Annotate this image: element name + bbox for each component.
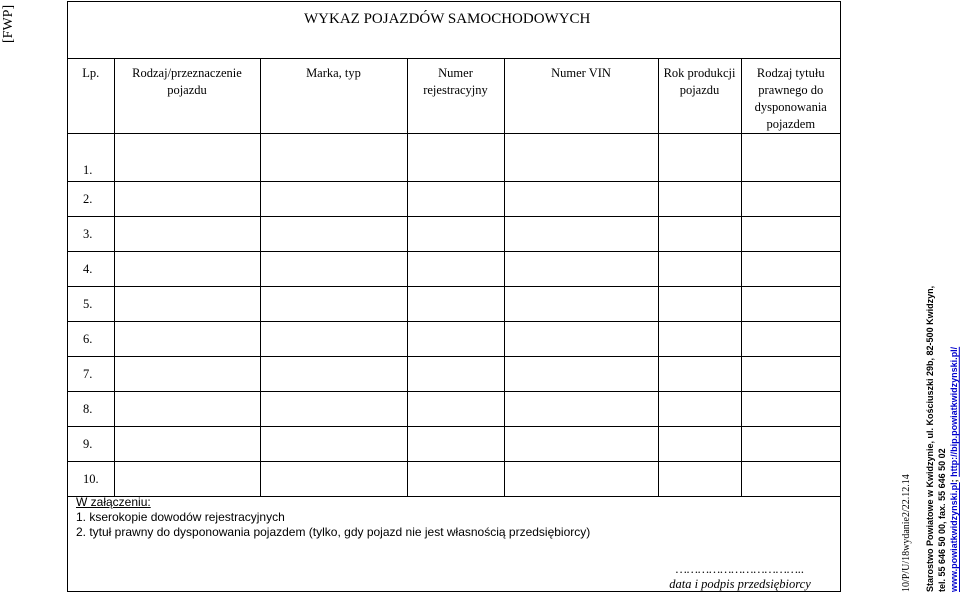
empty-cell[interactable] bbox=[114, 462, 260, 497]
office-links bbox=[948, 260, 960, 592]
empty-cell[interactable] bbox=[658, 287, 741, 322]
empty-cell[interactable] bbox=[504, 357, 658, 392]
table-row bbox=[68, 287, 840, 322]
empty-cell[interactable] bbox=[114, 134, 260, 182]
page-title: WYKAZ POJAZDÓW SAMOCHODOWYCH bbox=[304, 11, 591, 27]
empty-cell[interactable] bbox=[260, 462, 407, 497]
empty-cell[interactable] bbox=[741, 462, 840, 497]
empty-cell[interactable] bbox=[407, 287, 504, 322]
empty-cell[interactable] bbox=[504, 182, 658, 217]
table-row bbox=[68, 217, 840, 252]
vehicle-table bbox=[68, 58, 840, 497]
table-row bbox=[68, 134, 840, 182]
empty-cell[interactable] bbox=[741, 182, 840, 217]
office-address: Starostwo Powiatowe w Kwidzynie, ul. Kościuszki 29b, 82-500 Kwidzyn, bbox=[925, 285, 935, 592]
empty-cell[interactable] bbox=[407, 322, 504, 357]
column-header-make: Marka, typ bbox=[260, 59, 407, 134]
empty-cell[interactable] bbox=[504, 217, 658, 252]
table-header-row bbox=[68, 59, 840, 134]
table-row bbox=[68, 322, 840, 357]
empty-cell[interactable] bbox=[658, 217, 741, 252]
empty-cell[interactable] bbox=[260, 134, 407, 182]
row-number: 9. bbox=[68, 427, 114, 462]
bip-link[interactable]: http://bip.powiatkwidzynski.pl/ bbox=[949, 346, 959, 477]
empty-cell[interactable] bbox=[407, 252, 504, 287]
empty-cell[interactable] bbox=[504, 287, 658, 322]
empty-cell[interactable] bbox=[658, 462, 741, 497]
office-phone: tel. 55 646 50 00, fax. 55 646 50 02 bbox=[937, 448, 947, 592]
row-number: 1. bbox=[68, 134, 114, 182]
row-number: 3. bbox=[68, 217, 114, 252]
empty-cell[interactable] bbox=[407, 462, 504, 497]
form-code-tag: [FWP] bbox=[1, 4, 16, 44]
empty-cell[interactable] bbox=[407, 134, 504, 182]
website-link[interactable]: www.powiatkwidzynski.pl bbox=[949, 482, 959, 592]
office-footer bbox=[924, 260, 960, 592]
empty-cell[interactable] bbox=[260, 217, 407, 252]
column-header-lp: Lp. bbox=[68, 59, 114, 134]
table-row bbox=[68, 182, 840, 217]
empty-cell[interactable] bbox=[504, 134, 658, 182]
table-row bbox=[68, 427, 840, 462]
row-number: 8. bbox=[68, 392, 114, 427]
empty-cell[interactable] bbox=[260, 182, 407, 217]
empty-cell[interactable] bbox=[114, 427, 260, 462]
empty-cell[interactable] bbox=[741, 322, 840, 357]
row-number: 10. bbox=[68, 462, 114, 497]
edition-code: 10/P/U/18wydanie2/22.12.14 bbox=[901, 474, 912, 592]
empty-cell[interactable] bbox=[407, 217, 504, 252]
empty-cell[interactable] bbox=[658, 427, 741, 462]
empty-cell[interactable] bbox=[504, 322, 658, 357]
empty-cell[interactable] bbox=[504, 427, 658, 462]
empty-cell[interactable] bbox=[407, 392, 504, 427]
empty-cell[interactable] bbox=[260, 357, 407, 392]
row-number: 2. bbox=[68, 182, 114, 217]
empty-cell[interactable] bbox=[741, 252, 840, 287]
empty-cell[interactable] bbox=[407, 357, 504, 392]
empty-cell[interactable] bbox=[658, 252, 741, 287]
empty-cell[interactable] bbox=[741, 427, 840, 462]
empty-cell[interactable] bbox=[114, 357, 260, 392]
attachments-heading: W załączeniu: bbox=[76, 495, 151, 509]
empty-cell[interactable] bbox=[741, 134, 840, 182]
table-row bbox=[68, 392, 840, 427]
empty-cell[interactable] bbox=[260, 252, 407, 287]
row-number: 6. bbox=[68, 322, 114, 357]
empty-cell[interactable] bbox=[114, 217, 260, 252]
column-header-vin: Numer VIN bbox=[504, 59, 658, 134]
empty-cell[interactable] bbox=[504, 462, 658, 497]
empty-cell[interactable] bbox=[114, 252, 260, 287]
column-header-type: Rodzaj/przeznaczenie pojazdu bbox=[114, 59, 260, 134]
empty-cell[interactable] bbox=[260, 427, 407, 462]
attachment-item: 1. kserokopie dowodów rejestracyjnych bbox=[76, 510, 285, 524]
signature-label: data i podpis przedsiębiorcy bbox=[669, 577, 811, 591]
empty-cell[interactable] bbox=[114, 392, 260, 427]
empty-cell[interactable] bbox=[658, 134, 741, 182]
column-header-legal-title: Rodzaj tytułu prawnego do dysponowania pojazdem bbox=[741, 59, 840, 134]
empty-cell[interactable] bbox=[114, 322, 260, 357]
empty-cell[interactable] bbox=[741, 357, 840, 392]
empty-cell[interactable] bbox=[741, 287, 840, 322]
row-number: 4. bbox=[68, 252, 114, 287]
empty-cell[interactable] bbox=[260, 392, 407, 427]
empty-cell[interactable] bbox=[658, 182, 741, 217]
row-number: 7. bbox=[68, 357, 114, 392]
table-row bbox=[68, 357, 840, 392]
empty-cell[interactable] bbox=[504, 392, 658, 427]
empty-cell[interactable] bbox=[658, 357, 741, 392]
signature-block bbox=[640, 562, 840, 592]
empty-cell[interactable] bbox=[741, 392, 840, 427]
empty-cell[interactable] bbox=[114, 287, 260, 322]
signature-line: …………………………….. bbox=[675, 562, 805, 576]
vehicle-list-form bbox=[67, 1, 841, 592]
empty-cell[interactable] bbox=[504, 252, 658, 287]
table-row bbox=[68, 252, 840, 287]
table-row bbox=[68, 462, 840, 497]
empty-cell[interactable] bbox=[260, 287, 407, 322]
empty-cell[interactable] bbox=[260, 322, 407, 357]
attachment-item: 2. tytuł prawny do dysponowania pojazdem (tylko, gdy pojazd nie jest własnością przedsiębiorcy) bbox=[76, 525, 591, 539]
empty-cell[interactable] bbox=[741, 217, 840, 252]
column-header-registration: Numer rejestracyjny bbox=[407, 59, 504, 134]
empty-cell[interactable] bbox=[407, 427, 504, 462]
empty-cell[interactable] bbox=[658, 322, 741, 357]
column-header-year: Rok produkcji pojazdu bbox=[658, 59, 741, 134]
attachments-section bbox=[76, 495, 590, 540]
link-separator: ; bbox=[949, 476, 959, 483]
empty-cell[interactable] bbox=[658, 392, 741, 427]
row-number: 5. bbox=[68, 287, 114, 322]
empty-cell[interactable] bbox=[407, 182, 504, 217]
empty-cell[interactable] bbox=[114, 182, 260, 217]
